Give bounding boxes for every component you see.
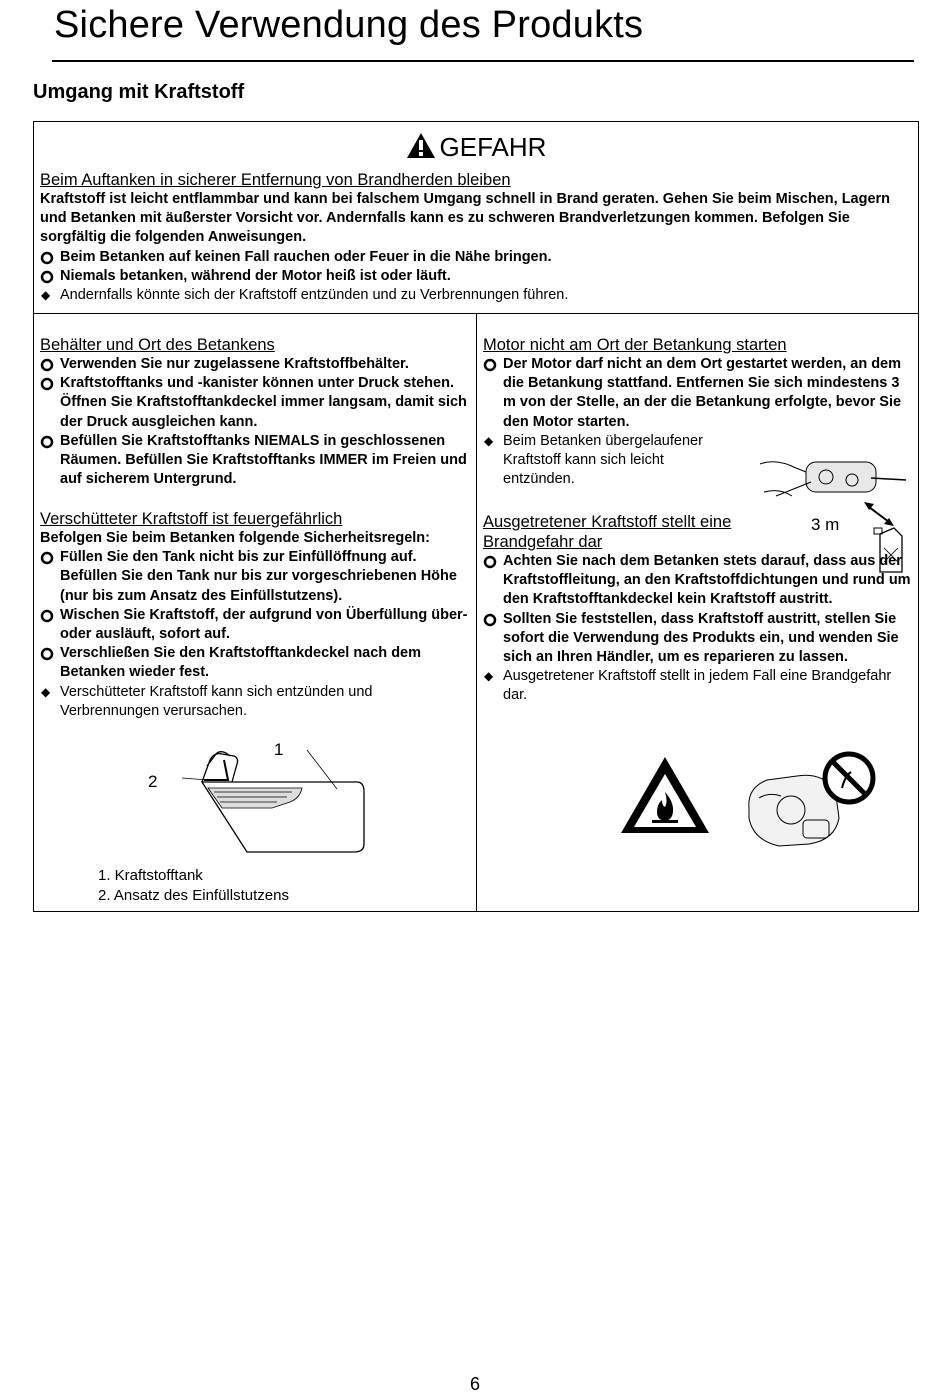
bullet-circle-icon <box>483 358 497 372</box>
bullet-circle-icon <box>40 609 54 623</box>
list-item: Verwenden Sie nur zugelassene Kraftstoffbehälter. <box>40 355 468 374</box>
list-item: Verschließen Sie den Kraftstofftankdeckel nach dem Betanken wieder fest. <box>40 644 468 682</box>
warning-triangle-icon <box>406 132 436 166</box>
bullet-circle-icon <box>40 270 54 284</box>
danger-body <box>40 170 914 305</box>
bullet-circle-icon <box>483 613 497 627</box>
consequence-item: ◆ Andernfalls könnte sich der Kraftstoff entzünden und zu Verbrennungen führen. <box>40 286 914 305</box>
figure-legend <box>98 866 289 906</box>
section-title: Umgang mit Kraftstoff <box>33 81 245 103</box>
diamond-bullet-icon: ◆ <box>41 684 51 699</box>
leak-heading: Ausgetretener Kraftstoff stellt eine Brandgefahr dar <box>483 513 732 551</box>
spill-intro: Befolgen Sie beim Betanken folgende Sicherheitsregeln: <box>40 530 430 546</box>
spill-heading: Verschütteter Kraftstoff ist feuergefährlich <box>40 510 343 528</box>
list-item: Sollten Sie feststellen, dass Kraftstoff austritt, stellen Sie sofort die Verwendung des Produkts ein, und wenden Sie sich an Ihren Händler, um es reparieren zu lassen. <box>483 610 913 668</box>
legend-item: 1. Kraftstofftank <box>98 867 203 884</box>
callout-1: 1 <box>274 740 284 759</box>
bullet-circle-icon <box>483 555 497 569</box>
danger-heading: Beim Auftanken in sicherer Entfernung von Brandherden bleiben <box>40 171 511 189</box>
container-section <box>40 335 468 489</box>
bullet-circle-icon <box>40 551 54 565</box>
legend-item: 2. Ansatz des Einfüllstutzens <box>98 887 289 904</box>
safety-frame <box>33 121 919 912</box>
bullet-circle-icon <box>40 647 54 661</box>
list-item: Niemals betanken, während der Motor heiß ist oder läuft. <box>40 267 914 286</box>
spill-section <box>40 509 468 721</box>
bullet-circle-icon <box>40 251 54 265</box>
diamond-bullet-icon: ◆ <box>484 433 494 448</box>
bullet-circle-icon <box>40 435 54 449</box>
bullet-circle-icon <box>40 358 54 372</box>
fuel-tank-illustration <box>142 734 372 859</box>
list-item: Wischen Sie Kraftstoff, der aufgrund von Überfüllung über- oder ausläuft, sofort auf. <box>40 606 468 644</box>
start-heading: Motor nicht am Ort der Betankung starten <box>483 336 787 354</box>
danger-label: GEFAHR <box>439 132 547 162</box>
list-item: Beim Betanken auf keinen Fall rauchen oder Feuer in die Nähe bringen. <box>40 248 914 267</box>
diamond-bullet-icon: ◆ <box>41 288 51 303</box>
no-fire-machine-icon <box>739 748 879 858</box>
list-item: Füllen Sie den Tank nicht bis zur Einfüllöffnung auf. Befüllen Sie den Tank nur bis zur vorgeschriebenen Höhe (nur bis zum Ansatz des Einfüllstutzens). <box>40 548 468 606</box>
list-item: Achten Sie nach dem Betanken stets darauf, dass aus der Kraftstoffleitung, an den Kraftstoffdichtungen und rund um den Kraftstofftankdeckel kein Kraftstoff austritt. <box>483 552 913 610</box>
flammable-warning-icon <box>618 754 712 836</box>
diamond-bullet-icon: ◆ <box>484 669 494 684</box>
consequence-item: ◆ Ausgetretener Kraftstoff stellt in jedem Fall eine Brandgefahr dar. <box>484 668 892 704</box>
list-item: Der Motor darf nicht an dem Ort gestartet werden, an dem die Betankung stattfand. Entfernen Sie sich mindestens 3 m von der Stelle, an der die Betankung erfolgte, bevor Sie den Motor starten. <box>483 355 913 432</box>
page-title: Sichere Verwendung des Produkts <box>54 4 644 46</box>
consequence-item: ◆ Verschütteter Kraftstoff kann sich entzünden und Verbrennungen verursachen. <box>41 683 373 719</box>
callout-2: 2 <box>148 772 158 791</box>
page-number: 6 <box>469 1374 480 1394</box>
leak-section <box>483 512 913 706</box>
danger-intro: Kraftstoff ist leicht entflammbar und kann bei falschem Umgang schnell in Brand geraten. Gehen Sie beim Mischen, Lagern und Betanken mit äußerster Vorsicht vor. Andernfalls kann es zu schweren Brandverletzungen kommen. Befolgen Sie sorgfältig die folgenden Anweisungen. <box>40 191 891 246</box>
title-rule <box>52 60 914 62</box>
danger-header <box>34 132 918 166</box>
distance-label: 3 m <box>811 515 840 534</box>
bullet-circle-icon <box>40 377 54 391</box>
list-item: Kraftstofftanks und -kanister können unter Druck stehen. Öffnen Sie Kraftstofftankdeckel immer langsam, damit sich der Druck ausgleichen kann. <box>40 374 468 432</box>
consequence-item: ◆ Beim Betanken übergelaufener Kraftstoff kann sich leicht entzünden. <box>484 432 703 488</box>
column-divider <box>476 313 477 911</box>
list-item: Befüllen Sie Kraftstofftanks NIEMALS in geschlossenen Räumen. Befüllen Sie Kraftstofftanks IMMER im Freien und auf sicherem Untergrund. <box>40 432 468 490</box>
container-heading: Behälter und Ort des Betankens <box>40 336 275 354</box>
